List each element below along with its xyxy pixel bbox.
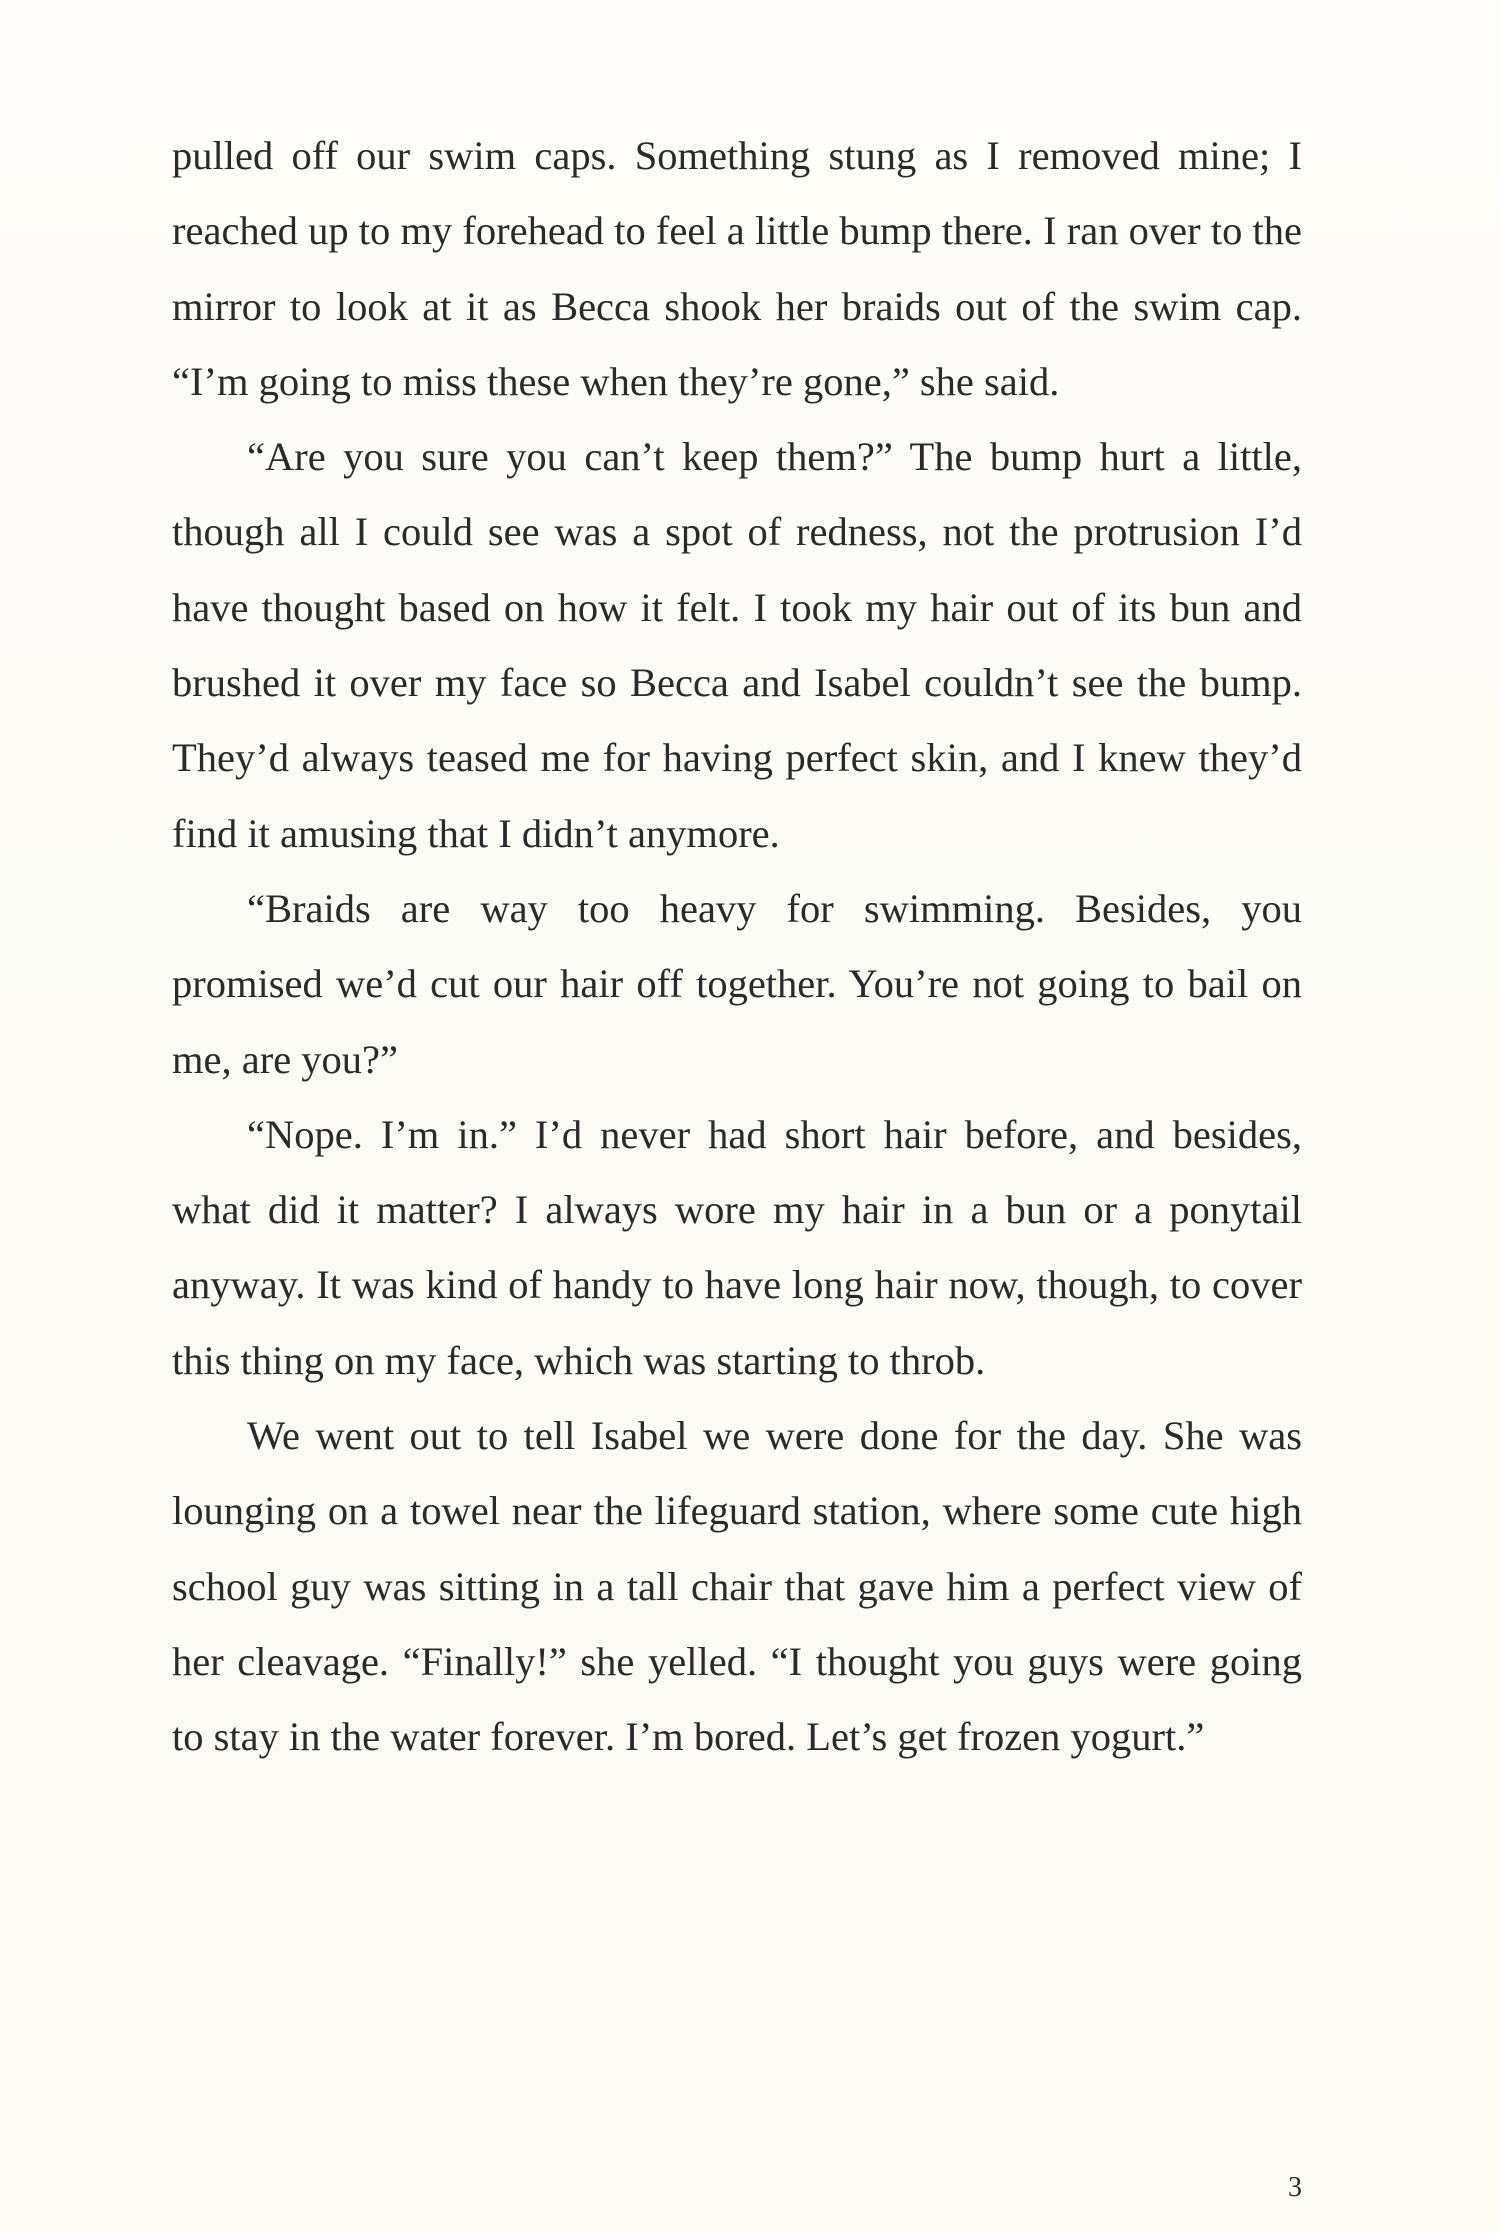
paragraph-2: “Are you sure you can’t keep them?” The bump hurt a little, though all I could see was a spot of redness, not the protrusion I’d have thought based on how it felt. I took my hair out of its bun and brushed it over my face so Becca and Isabel couldn’t see the bump. They’d always teased me for having perfect skin, and I knew they’d find it amusing that I didn’t anymore.	[172, 434, 1302, 856]
paragraph-3: “Braids are way too heavy for swimming. Besides, you promised we’d cut our hair off together. You’re not going to bail on me, are you?”	[172, 885, 1302, 1082]
body-text	[172, 118, 1302, 1775]
paragraph-5: We went out to tell Isabel we were done for the day. She was lounging on a towel near the lifeguard station, where some cute high school guy was sitting in a tall chair that gave him a perfect view of her cleavage. “Finally!” she yelled. “I thought you guys were going to stay in the water forever. I’m bored. Let’s get frozen yogurt.”	[172, 1413, 1302, 1760]
paragraph-4: “Nope. I’m in.” I’d never had short hair before, and besides, what did it matter? I always wore my hair in a bun or a ponytail anyway. It was kind of handy to have long hair now, though, to cover this thing on my face, which was starting to throb.	[172, 1111, 1302, 1383]
paragraph-1: pulled off our swim caps. Something stung as I removed mine; I reached up to my forehead to feel a little bump there. I ran over to the mirror to look at it as Becca shook her braids out of the swim cap. “I’m going to miss these when they’re gone,” she said.	[172, 133, 1302, 404]
page-number: 3	[1288, 2172, 1302, 2203]
